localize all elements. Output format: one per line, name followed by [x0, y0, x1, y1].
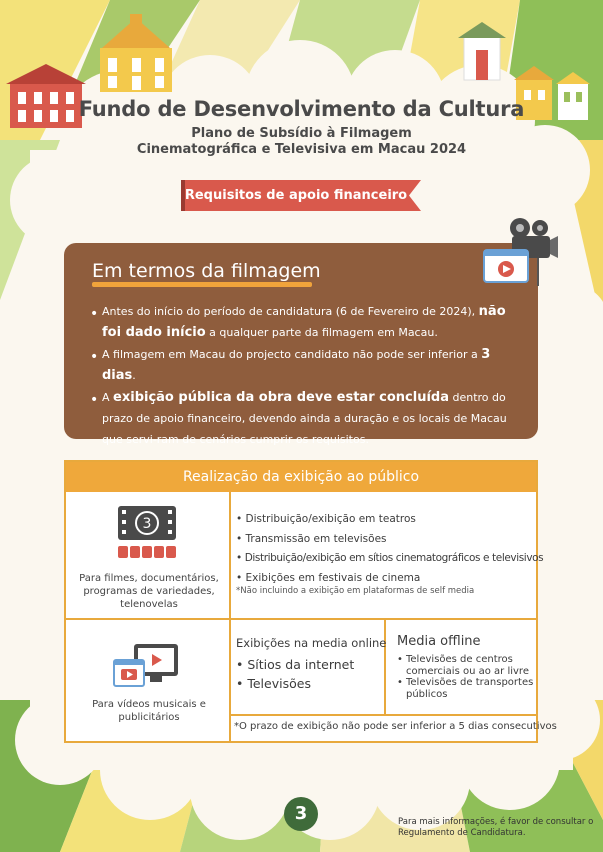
film-screening-icon [116, 506, 178, 562]
page-number: 3 [284, 797, 318, 831]
row1-caption: Para filmes, documentários, programas de variedades, telenovelas [79, 573, 219, 610]
list-item: • Televisões [236, 674, 354, 693]
subtitle-line1: Plano de Subsídio à Filmagem [191, 126, 412, 141]
list-item: • Transmissão em televisões [236, 530, 543, 550]
online-offline-divider [384, 620, 386, 714]
note-divider [229, 714, 536, 716]
offline-title: Media offline [397, 634, 481, 649]
list-item: • Antes do início do período de candidatura (6 de Fevereiro de 2024), não foi dado início a qualquer parte da filmagem em Macau. [90, 301, 520, 343]
row-divider [66, 618, 536, 620]
list-item: • Distribuição/exibição em sítios cinematográficos e televisivos [236, 549, 543, 569]
filming-heading: Em termos da filmagem [92, 260, 321, 282]
list-item: • Televisões de centros comerciais ou ao ar livre [397, 654, 537, 677]
music-video-icon [112, 642, 182, 694]
column-divider [229, 492, 231, 741]
footer-note: Para mais informações, é favor de consultar o Regulamento de Candidatura. [398, 817, 594, 838]
online-title: Exibições na media online [236, 636, 387, 650]
church-illustration [92, 14, 180, 94]
gate-illustration [458, 18, 506, 82]
list-item: • Distribuição/exibição em teatros [236, 510, 543, 530]
ribbon-label: Requisitos de apoio financeiro [184, 188, 408, 203]
list-item: • Exibições em festivais de cinema [236, 569, 543, 589]
list-item: • A exibição pública da obra deve estar concluída dentro do prazo de apoio financeiro, devendo ainda a duração e os locais de Macau que servi-ram de cenários cumprir os requisitos. [90, 387, 520, 450]
row2-caption: Para vídeos musicais e publicitários [92, 699, 206, 723]
online-list [236, 655, 354, 693]
row1-note: *Não incluindo a exibição em plataformas de self media [236, 586, 475, 596]
page-title: Fundo de Desenvolvimento da Cultura [78, 97, 525, 121]
filming-bullets [90, 301, 520, 451]
heading-underline [92, 282, 312, 287]
movie-camera-icon [482, 216, 560, 288]
exhibition-table [64, 460, 557, 743]
table-heading: Realização da exibição ao público [66, 462, 536, 492]
list-item: • A filmagem em Macau do projecto candidato não pode ser inferior a 3 dias. [90, 344, 520, 386]
list-item: • Televisões de transportes públicos [397, 677, 537, 700]
row2-note: *O prazo de exibição não pode ser inferior a 5 dias consecutivos [234, 721, 557, 732]
offline-list [397, 654, 537, 700]
filming-requirements-panel [64, 243, 538, 446]
row1-list [236, 510, 543, 588]
subtitle-line2: Cinematográfica e Televisiva em Macau 2024 [136, 142, 467, 157]
svg-text:3: 3 [142, 516, 152, 532]
list-item: • Sítios da internet [236, 655, 354, 674]
